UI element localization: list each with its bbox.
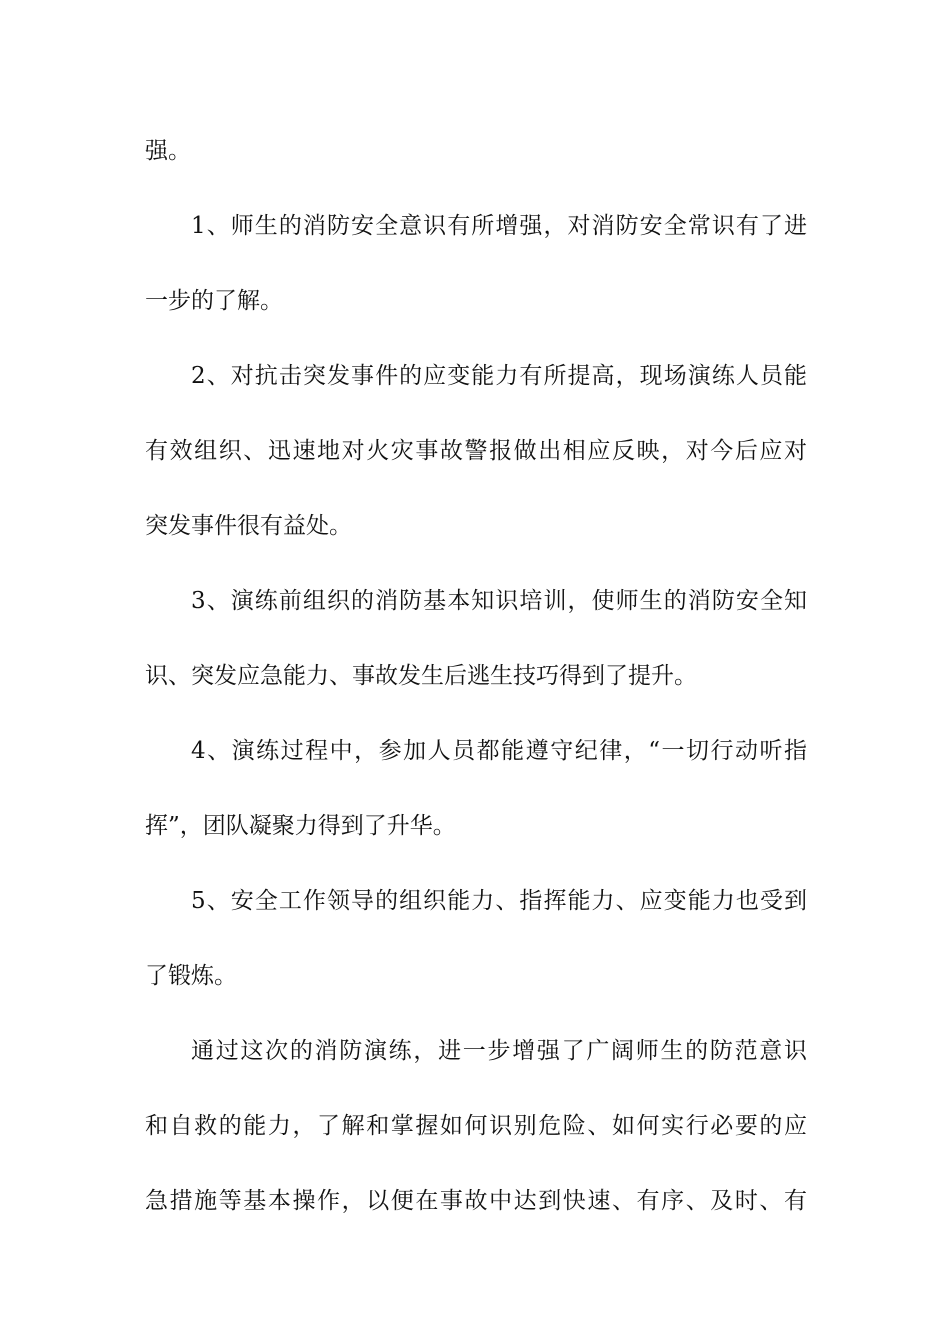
text-line: 2、对抗击突发事件的应变能力有所提高，现场演练人员能	[191, 363, 807, 389]
text-line: 4、演练过程中，参加人员都能遵守纪律，“一切行动听指	[191, 738, 807, 764]
text-line: 了锻炼。	[145, 963, 237, 989]
text-line: 一步的了解。	[145, 288, 283, 314]
text-line: 急措施等基本操作，以便在事故中达到快速、有序、及时、有	[145, 1188, 807, 1214]
text-line: 挥”，团队凝聚力得到了升华。	[145, 813, 456, 839]
text-line: 5、安全工作领导的组织能力、指挥能力、应变能力也受到	[191, 888, 807, 914]
text-line: 识、突发应急能力、事故发生后逃生技巧得到了提升。	[145, 663, 697, 689]
text-line: 1、师生的消防安全意识有所增强，对消防安全常识有了进	[191, 213, 807, 239]
text-line: 通过这次的消防演练，进一步增强了广阔师生的防范意识	[191, 1038, 807, 1064]
text-line: 3、演练前组织的消防基本知识培训，使师生的消防安全知	[191, 588, 807, 614]
text-line: 有效组织、迅速地对火灾事故警报做出相应反映，对今后应对	[145, 438, 807, 464]
text-line: 和自救的能力，了解和掌握如何识别危险、如何实行必要的应	[145, 1113, 807, 1139]
text-line: 突发事件很有益处。	[145, 513, 352, 539]
text-line: 强。	[145, 138, 191, 164]
